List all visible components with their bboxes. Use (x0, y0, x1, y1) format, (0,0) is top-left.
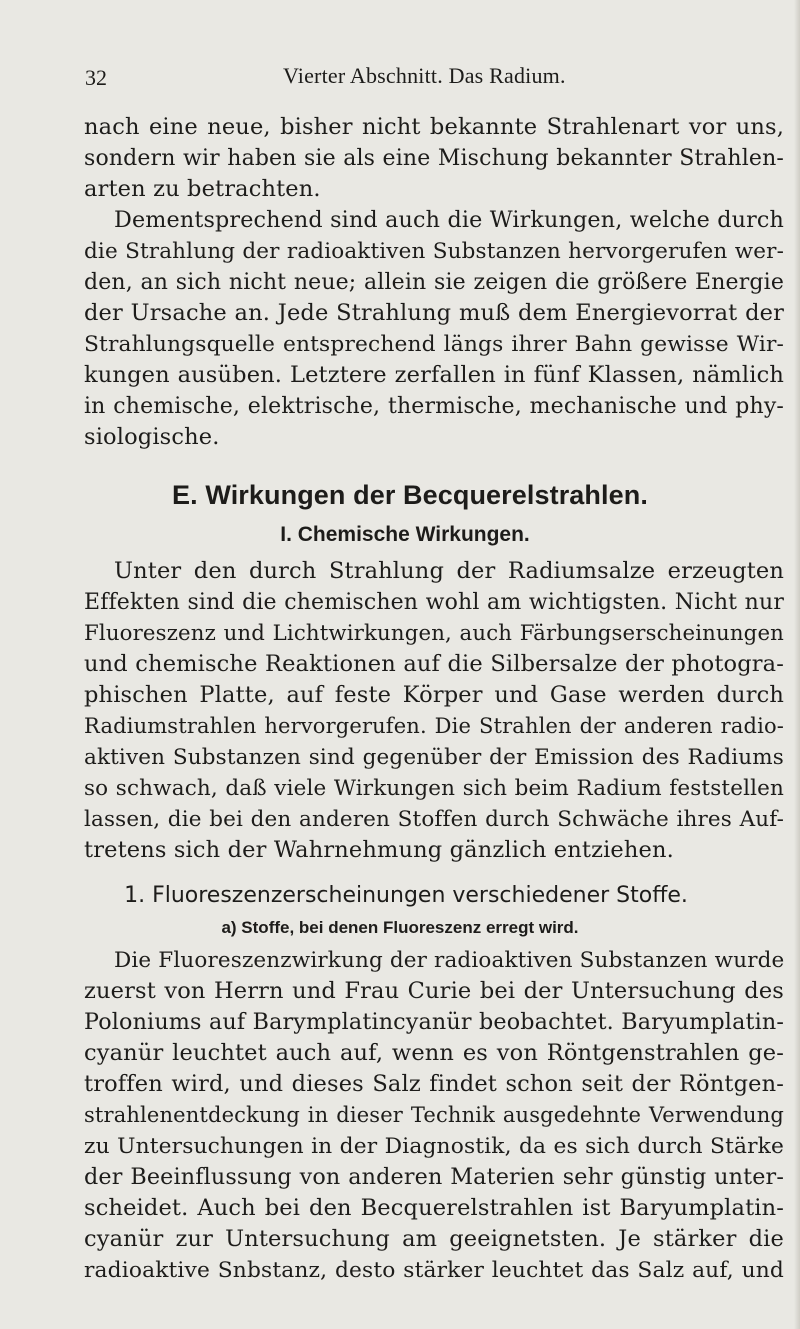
subsection-heading-a: a) Stoffe, bei denen Fluoreszenz erregt wird. (221, 918, 579, 937)
text-line: lassen, die bei den anderen Stoffen durch Schwäche ihres Auf- (84, 807, 784, 832)
paragraph-effects-classes (84, 205, 784, 453)
running-title: Vierter Abschnitt. Das Radium. (283, 63, 566, 88)
text-line: kungen ausüben. Letztere zerfallen in fünf Klassen, nämlich (84, 362, 784, 388)
text-line: troffen wird, und dieses Salz findet schon seit der Röntgen- (84, 1071, 784, 1097)
text-line: phischen Platte, auf feste Körper und Gase werden durch (84, 682, 784, 708)
subsection-heading-i: I. Chemische Wirkungen. (280, 523, 530, 546)
page-number: 32 (85, 65, 107, 90)
text-line: der Beeinflussung von anderen Materien sehr günstig unter- (84, 1164, 784, 1190)
text-line: in chemische, elektrische, thermische, mechanische und phy- (84, 394, 784, 419)
text-line: Strahlungsquelle entsprechend längs ihrer Bahn gewisse Wir- (84, 332, 784, 357)
text-line: den, an sich nicht neue; allein sie zeigen die größere Energie (84, 270, 784, 295)
text-line: aktiven Substanzen sind gegenüber der Emission des Radiums (84, 745, 784, 770)
text-line: Radiumstrahlen hervorgerufen. Die Strahlen der anderen radio- (84, 714, 784, 738)
text-line: und chemische Reaktionen auf die Silbersalze der photogra- (84, 651, 784, 677)
paragraph-fluorescence (84, 945, 784, 1286)
text-line: zuerst von Herrn und Frau Curie bei der Untersuchung des (84, 978, 784, 1004)
text-line: der Ursache an. Jede Strahlung muß dem Energievorrat der (84, 300, 784, 326)
text-line: nach eine neue, bisher nicht bekannte Strahlenart vor uns, (84, 114, 784, 140)
text-line: zu Untersuchungen in der Diagnostik, da es sich durch Stärke (84, 1134, 784, 1159)
text-line: Dementsprechend sind auch die Wirkungen, welche durch (114, 207, 784, 233)
page-header (0, 55, 800, 95)
text-line: strahlenentdeckung in dieser Technik ausgedehnte Verwendung (84, 1103, 784, 1127)
text-line: so schwach, daß viele Wirkungen sich beim Radium feststellen (84, 776, 784, 801)
paragraph-chemical-effects (84, 556, 784, 866)
text-line: Die Fluoreszenzwirkung der radioaktiven Substanzen wurde (114, 948, 785, 973)
text-line: Fluoreszenz und Lichtwirkungen, auch Färbungserscheinungen (84, 621, 784, 646)
text-line: tretens sich der Wahrnehmung gänzlich entziehen. (84, 837, 674, 863)
page-edge-shadow (794, 0, 800, 1329)
text-line: sondern wir haben sie als eine Mischung bekannter Strahlen- (84, 146, 784, 171)
text-line: cyanür zur Untersuchung am geeignetsten. Je stärker die (84, 1226, 784, 1252)
text-line: radioaktive Snbstanz, desto stärker leuchtet das Salz auf, und (84, 1258, 784, 1283)
text-line: Effekten sind die chemischen wohl am wichtigsten. Nicht nur (84, 590, 784, 615)
subsection-heading-1: 1. Fluoreszenzerscheinungen verschiedener Stoffe. (124, 883, 688, 908)
text-line: Poloniums auf Barymplatincyanür beobachtet. Baryumplatin- (84, 1009, 784, 1035)
section-heading-e: E. Wirkungen der Becquerelstrahlen. (172, 480, 648, 510)
text-line: die Strahlung der radioaktiven Substanzen hervorgerufen wer- (84, 239, 784, 264)
text-line: arten zu betrachten. (84, 176, 321, 202)
text-line: scheidet. Auch bei den Becquerelstrahlen ist Baryumplatin- (84, 1195, 784, 1221)
paragraph-continuation (84, 112, 784, 205)
text-line: siologische. (84, 424, 220, 450)
text-line: Unter den durch Strahlung der Radiumsalze erzeugten (114, 558, 784, 584)
text-line: cyanür leuchtet auch auf, wenn es von Röntgenstrahlen ge- (84, 1040, 784, 1066)
